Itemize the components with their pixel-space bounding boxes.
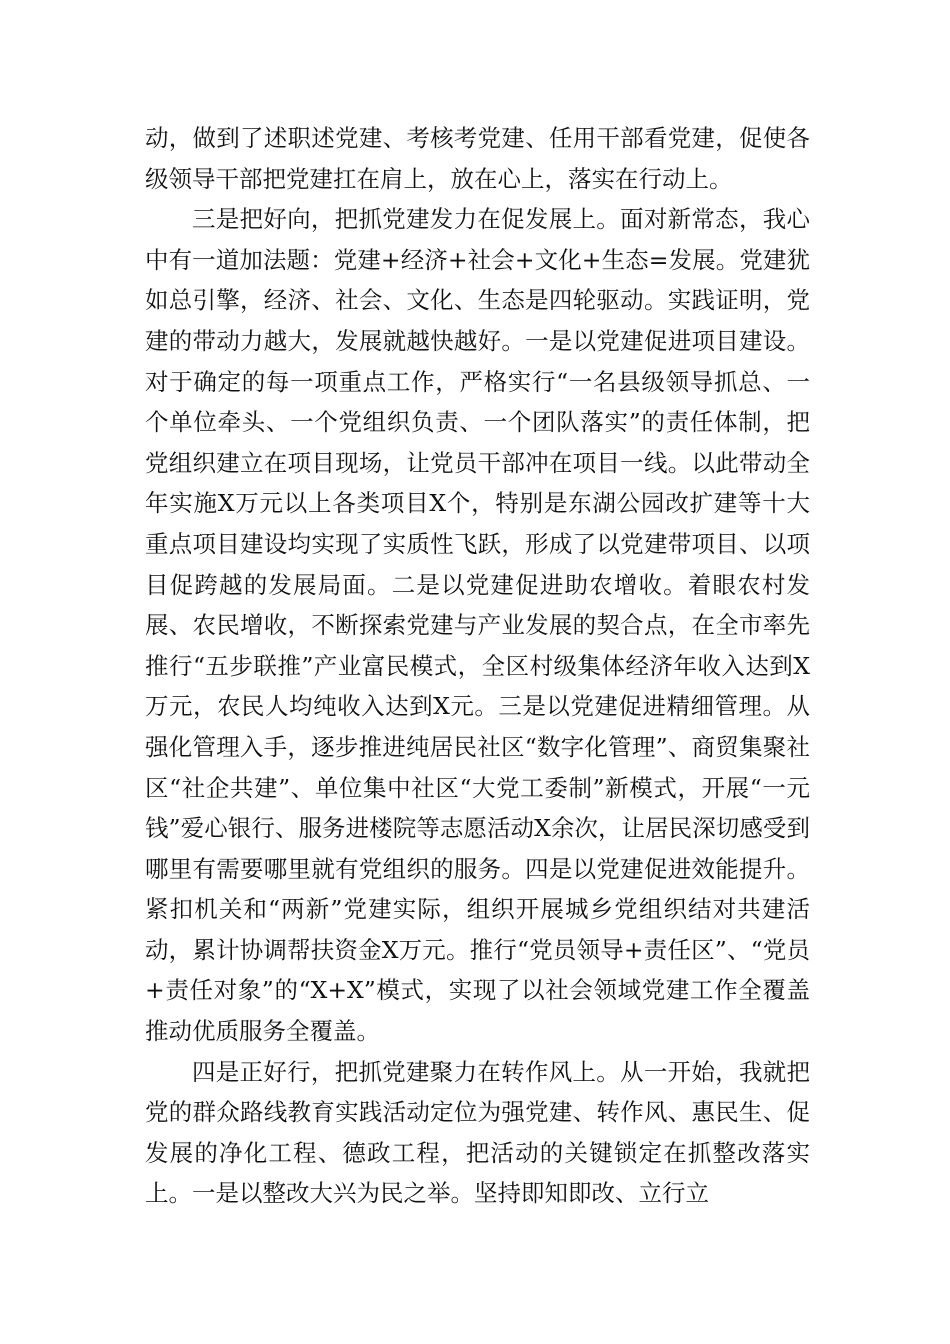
paragraph-point-four: 四是正好行，把抓党建聚力在转作风上。从一开始，我就把党的群众路线教育实践活动定位为强党建、转作风、惠民生、促发展的净化工程、德政工程，把活动的关键锁定在抓整改落实上。一是以整改大兴为民之举。坚持即知即改、立行立: [145, 1057, 810, 1208]
paragraph-point-three: 三是把好向，把抓党建发力在促发展上。面对新常态，我心中有一道加法题：党建+经济+社会+文化+生态=发展。党建犹如总引擎，经济、社会、文化、生态是四轮驱动。实践证明，党建的带动力越大，发展就越快越好。一是以党建促进项目建设。对于确定的每一项重点工作，严格实行“一名县级领导抓总、一个单位牵头、一个党组织负责、一个团队落实”的责任体制，把党组织建立在项目现场，让党员干部冲在项目一线。以此带动全年实施X万元以上各类项目X个，特别是东湖公园改扩建等十大重点项目建设均实现了实质性飞跃，形成了以党建带项目、以项目促跨越的发展局面。二是以党建促进助农增收。着眼农村发展、农民增收，不断探索党建与产业发展的契合点，在全市率先推行“五步联推”产业富民模式，全区村级集体经济年收入达到X万元，农民人均纯收入达到X元。三是以党建促进精细管理。从强化管理入手，逐步推进纯居民社区“数字化管理”、商贸集聚社区“社企共建”、单位集中社区“大党工委制”新模式，开展“一元钱”爱心银行、服务进楼院等志愿活动X余次，让居民深切感受到哪里有需要哪里就有党组织的服务。四是以党建促进效能提升。紧扣机关和“两新”党建实际，组织开展城乡党组织结对共建活动，累计协调帮扶资金X万元。推行“党员领导+责任区”、“党员+责任对象”的“X+X”模式，实现了以社会领域党建工作全覆盖推动优质服务全覆盖。: [145, 205, 810, 1046]
paragraph-continuation: 动，做到了述职述党建、考核考党建、任用干部看党建，促使各级领导干部把党建扛在肩上，放在心上，落实在行动上。: [145, 124, 810, 193]
body-text: [145, 118, 810, 1214]
